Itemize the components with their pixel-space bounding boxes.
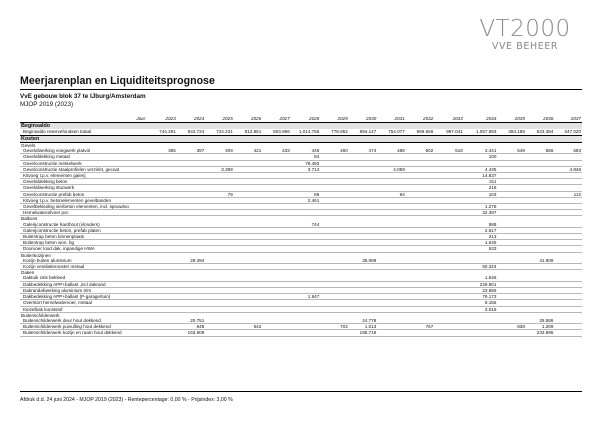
year-value: 3.441 (464, 148, 498, 154)
year-value: 2.461 (291, 197, 321, 203)
year-value: 1.947 (291, 294, 321, 300)
group-label: Gevels (20, 143, 582, 149)
year-value: 29.394 (177, 258, 206, 264)
row-label: Dakbedekking APP+ballast ,incl dakrand (20, 281, 146, 287)
year-value: 2.617 (464, 227, 498, 233)
print-footer: Afdruk d.d. 24 juni 2024 - MJOP 2019 (2023) - Rentepercentage: 0,00 % - Prijsindex: 3,00 % (20, 397, 233, 403)
year-value: 41.909 (526, 258, 555, 264)
row-label: Galerijconstructie hardhout (vlonders) (20, 222, 146, 228)
year-value: 888 (464, 222, 498, 228)
year-value: 86 (291, 191, 321, 197)
group-label: Daken (20, 270, 582, 276)
year-value: 79.173 (464, 294, 498, 300)
year-header: 2023 (146, 116, 177, 123)
year-value: 20.751 (177, 318, 206, 324)
year-value (464, 330, 498, 336)
logo-tagline: VVE BEHEER (491, 41, 559, 52)
year-value: 385 (146, 148, 177, 154)
year-value (146, 330, 177, 336)
year-header: 2024 (177, 116, 206, 123)
year-header: 2029 (320, 116, 349, 123)
row-label: Gevelconstructie metselwerk (20, 160, 146, 166)
year-value: 24.778 (349, 318, 378, 324)
year-value: 754.077 (377, 129, 406, 135)
year-header: 2027 (262, 116, 291, 123)
year-value (262, 330, 291, 336)
year-value (377, 330, 406, 336)
year-header: 2030 (349, 116, 378, 123)
row-label: Kiezelbak kunststof (20, 306, 146, 312)
year-header: 2028 (291, 116, 321, 123)
row-label: Buitenschilderwerk deur hout dekkend (20, 318, 146, 324)
year-value: 8.155 (464, 300, 498, 306)
year-value: 79 (205, 191, 234, 197)
year-value: 421 (234, 148, 263, 154)
year-value: 195.716 (349, 330, 378, 336)
year-value: 311 (464, 179, 498, 185)
year-value: 112 (554, 191, 582, 197)
year-value: 4.435 (464, 166, 498, 172)
year-value: 488 (377, 148, 406, 154)
row-label: Buitentrap beton binnenplaats (20, 234, 146, 240)
year-value: 848 (177, 324, 206, 330)
row-label: Dakbedekking APP+ballast (P-garage/tuin) (20, 294, 146, 300)
year-value: 474 (349, 148, 378, 154)
year-header: 2025 (205, 116, 234, 123)
year-value: 533 (464, 246, 498, 252)
year-header: 2035 (497, 116, 526, 123)
group-label: Buitenkozijnen (20, 252, 582, 258)
year-header: 2033 (434, 116, 464, 123)
year-value: 397 (177, 148, 206, 154)
year-value: 233.695 (526, 330, 555, 336)
year-value: 384.188 (497, 129, 526, 135)
logo-wordmark: VT2000 (479, 16, 571, 42)
row-label: Gevelafdekking beton (20, 179, 146, 185)
section-header (20, 135, 582, 142)
cost-row (20, 330, 582, 336)
year-value: 14.837 (464, 173, 498, 179)
year-value: 446 (291, 148, 321, 154)
year-value: 50.324 (464, 264, 498, 270)
row-label: Kozijn ventilatierooster metaal (20, 264, 146, 270)
year-value: 502 (406, 148, 435, 154)
year-value: 35.098 (349, 258, 378, 264)
year-value: 1.545 (464, 240, 498, 246)
row-label: Beginsaldo reservefondsen totaal (20, 129, 146, 135)
year-value: 842.724 (177, 129, 206, 135)
year-value: 997.041 (434, 129, 464, 135)
year-value: 724.231 (205, 129, 234, 135)
year-value: 744 (291, 222, 321, 228)
year-value: 32.397 (464, 210, 498, 216)
year-value: 523.384 (526, 129, 555, 135)
year-value: 702 (320, 324, 349, 330)
row-label: Galerijconstructie beton, prefab platen (20, 227, 146, 233)
building-name: VvE gebouw blok 37 te IJburg/Amsterdam (20, 93, 146, 100)
row-label: Doorvoer lood dak, inpandige HWA (20, 246, 146, 252)
year-label: Jaar (20, 116, 146, 123)
year-value: 812.851 (234, 129, 263, 135)
year-value (434, 330, 464, 336)
year-value: 1.057.993 (464, 129, 498, 135)
footer-divider (20, 391, 582, 392)
title-divider (20, 89, 582, 90)
year-header: 2036 (526, 116, 555, 123)
year-value: 103 (464, 191, 498, 197)
year-value: 518 (434, 148, 464, 154)
year-value: 549 (497, 148, 526, 154)
group-label: Buitenschilderwerk (20, 312, 582, 318)
year-value: 767 (406, 324, 435, 330)
year-value: 3.019 (464, 306, 498, 312)
year-value: 347.020 (554, 129, 582, 135)
row-label: Gevelconstructie prefab beton (20, 191, 146, 197)
row-label: Kitvoeg t.p.v. elementen galerij (20, 173, 146, 179)
year-value: 29.586 (526, 318, 555, 324)
year-value: 4.059 (377, 166, 406, 172)
row-label: Overstort hemelwatervoer, metaal (20, 300, 146, 306)
year-value: 1.014.755 (291, 129, 321, 135)
section-title: Kosten (20, 135, 582, 142)
year-header: 2032 (406, 116, 435, 123)
year-value: 642 (234, 324, 263, 330)
year-value: 3.714 (291, 166, 321, 172)
year-header: 2026 (234, 116, 263, 123)
plan-version: MJOP 2019 (2023) (20, 101, 74, 108)
company-logo (478, 18, 572, 52)
row-label: Gevelafwerking voegwerk platvol (20, 148, 146, 154)
group-label: Balkons (20, 216, 582, 222)
year-value: 219 (464, 185, 498, 191)
year-value (320, 330, 349, 336)
year-header: 2037 (554, 116, 582, 123)
year-value: 163.909 (177, 330, 206, 336)
section-title: Beginsaldo (20, 123, 582, 130)
year-value: 1.013 (349, 324, 378, 330)
year-value (554, 330, 582, 336)
row-label: Gevelconstructie staalprofielen verzinkt, gecoat (20, 166, 146, 172)
year-value (406, 330, 435, 336)
year-value: 583 (554, 148, 582, 154)
year-header: 2034 (464, 116, 498, 123)
year-value: 778.952 (320, 129, 349, 135)
row-label: Daktuik zink bekleed (20, 275, 146, 281)
page-title: Meerjarenplan en Liquiditeitsprognose (20, 75, 215, 87)
year-value: 229.901 (464, 281, 498, 287)
year-value: 566 (526, 148, 555, 154)
year-value: 1.546 (464, 275, 498, 281)
row-label: Buitentrap beton won. bg (20, 240, 146, 246)
year-value: 84 (291, 154, 321, 160)
year-value: 4.846 (554, 166, 582, 172)
row-label: Hemelwaterafvoer pvc (20, 210, 146, 216)
year-value (234, 330, 263, 336)
year-value: 213 (464, 234, 498, 240)
year-value: 838 (497, 324, 526, 330)
year-value (205, 330, 234, 336)
row-label: Gevelafdekking metaal (20, 154, 146, 160)
section-header (20, 123, 582, 130)
row-label: Buitenschilderwerk kozijn en raam hout dekkend (20, 330, 146, 336)
year-value: 3.399 (205, 166, 234, 172)
row-label: Kozijn buiten aluminium (20, 258, 146, 264)
row-label: Gevelbekleding sierbeton elementen, incl. spouwloo (20, 204, 146, 210)
year-value (291, 330, 321, 336)
year-value: 433 (262, 148, 291, 154)
year-value: 94 (377, 191, 406, 197)
year-value: 903.966 (262, 129, 291, 135)
year-value: 894.147 (349, 129, 378, 135)
year-header: 2031 (377, 116, 406, 123)
year-value (497, 330, 526, 336)
year-value: 409 (205, 148, 234, 154)
forecast-table (20, 116, 582, 337)
row-label: Dakrandafwerking aluminium trim (20, 287, 146, 293)
year-value: 1.278 (464, 204, 498, 210)
year-value: 1.209 (526, 324, 555, 330)
row-label: Gevelafwerking stucwerk (20, 185, 146, 191)
year-value: 78.493 (291, 160, 321, 166)
year-value: 23.856 (464, 287, 498, 293)
row-label: Buitenschilderwerk puivulling hout dekkend (20, 324, 146, 330)
row-label: Kitvoeg t.p.v. betonelementen gevelbanden (20, 197, 146, 203)
year-value: 100 (464, 154, 498, 160)
year-value: 744.291 (146, 129, 177, 135)
year-value: 460 (320, 148, 349, 154)
year-value: 869.656 (406, 129, 435, 135)
